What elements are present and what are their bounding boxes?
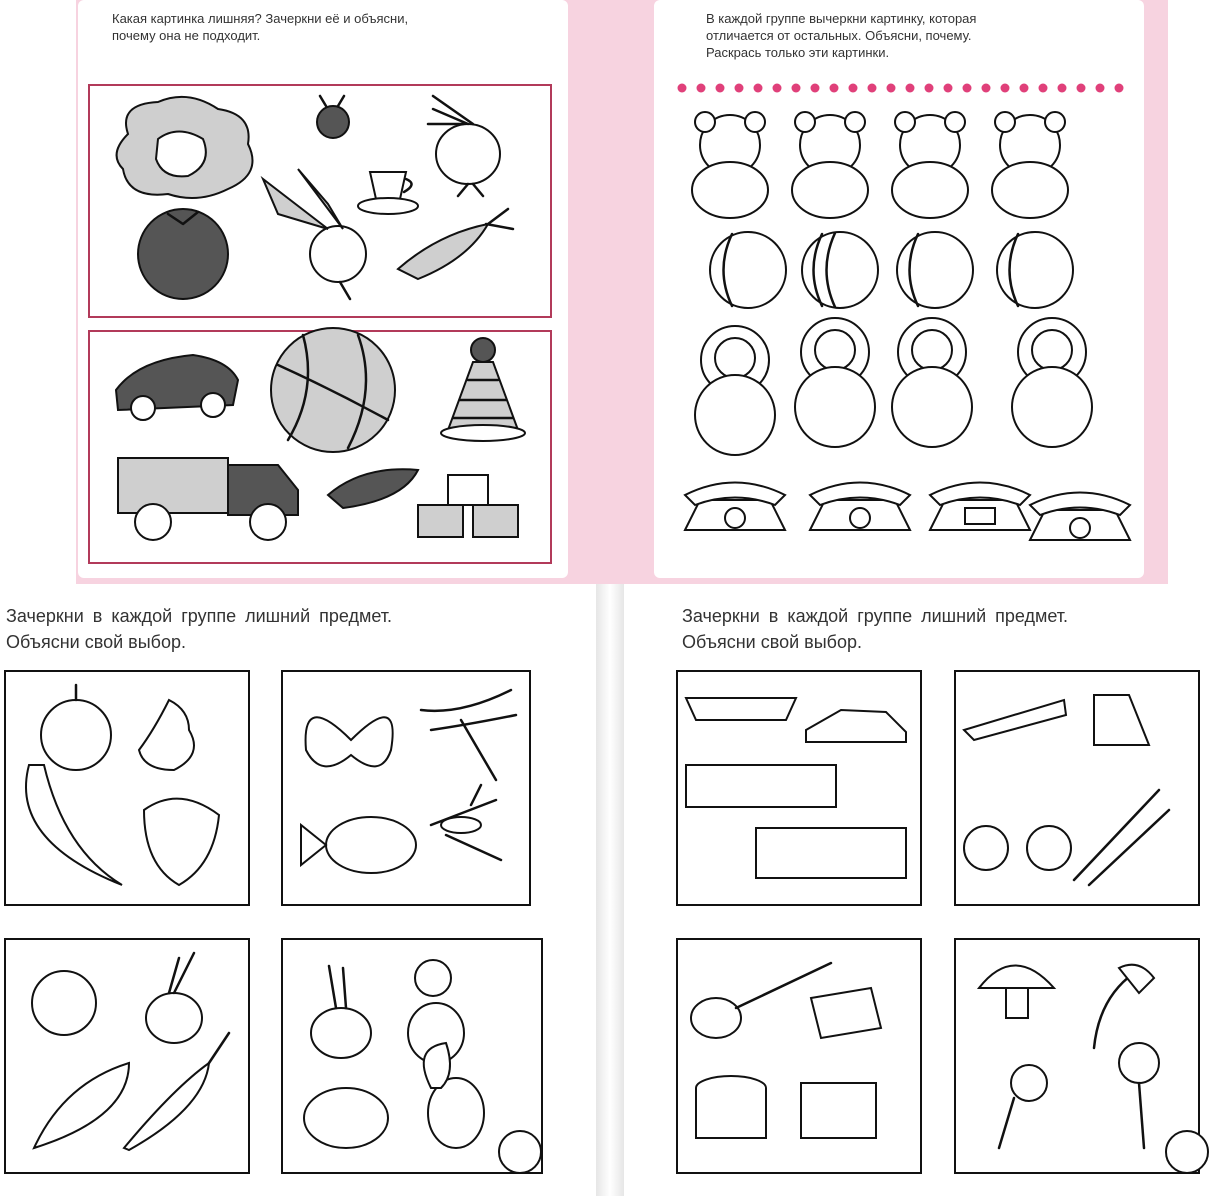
teacup-icon bbox=[358, 172, 418, 214]
teddy-bear-icon bbox=[892, 112, 968, 218]
top-right-groups-art bbox=[670, 100, 1130, 580]
dot bbox=[1077, 84, 1086, 93]
insects-fish-art bbox=[281, 670, 527, 902]
car-icon bbox=[806, 710, 906, 742]
ball-icon bbox=[997, 232, 1073, 308]
top-right-dot-row bbox=[670, 80, 1130, 100]
fruits-art bbox=[4, 670, 246, 902]
rabbit-icon bbox=[311, 966, 371, 1058]
ball-icon bbox=[710, 232, 786, 308]
tomato-icon bbox=[138, 209, 228, 299]
dot bbox=[1115, 84, 1124, 93]
trolleybus-icon bbox=[686, 765, 836, 807]
butterfly-icon bbox=[306, 717, 393, 766]
ball-icon bbox=[802, 232, 878, 308]
roly-poly-doll-icon bbox=[1012, 318, 1092, 447]
carrot-icon bbox=[398, 209, 513, 279]
roly-poly-row bbox=[695, 318, 1092, 455]
bottom-right-instruction-2: Объясни свой выбор. bbox=[682, 632, 862, 652]
dragonfly-icon bbox=[421, 690, 516, 780]
bottom-left-instruction-1: Зачеркни в каждой группе лишний предмет. bbox=[6, 606, 393, 626]
dot bbox=[1058, 84, 1067, 93]
squirrel-icon bbox=[424, 1043, 484, 1148]
teddy-bear-icon bbox=[792, 112, 868, 218]
dot bbox=[1096, 84, 1105, 93]
dot bbox=[754, 84, 763, 93]
car-icon bbox=[116, 355, 238, 420]
roly-poly-doll-icon bbox=[892, 318, 972, 447]
truck-icon bbox=[118, 458, 298, 540]
guitar-icon bbox=[691, 963, 831, 1038]
banana-icon bbox=[26, 765, 122, 885]
dot bbox=[925, 84, 934, 93]
dot bbox=[906, 84, 915, 93]
dot bbox=[716, 84, 725, 93]
plum-icon bbox=[32, 971, 96, 1035]
fish-icon bbox=[301, 817, 416, 873]
dot bbox=[982, 84, 991, 93]
onion-icon bbox=[428, 96, 500, 196]
roly-poly-doll-icon bbox=[795, 318, 875, 447]
bellflower-icon bbox=[1094, 965, 1154, 1048]
roly-poly-doll-icon bbox=[695, 326, 775, 455]
blocks-icon bbox=[418, 475, 518, 537]
telephone-icon bbox=[930, 483, 1030, 531]
top-left-instruction: Какая картинка лишняя? Зачеркни её и объясни, почему она не подходит. bbox=[112, 11, 409, 43]
pyramid-toy-icon bbox=[441, 338, 525, 441]
mushroom-icon bbox=[979, 966, 1054, 1019]
vegetables-art bbox=[4, 938, 246, 1170]
book-icon bbox=[811, 988, 881, 1038]
dot bbox=[868, 84, 877, 93]
strawberry-icon bbox=[144, 799, 219, 885]
page-corner-icon-right bbox=[1165, 1130, 1210, 1175]
telephone-icon bbox=[1030, 493, 1130, 541]
dot bbox=[830, 84, 839, 93]
boat-icon bbox=[686, 698, 796, 720]
music-art bbox=[676, 938, 918, 1170]
dot bbox=[792, 84, 801, 93]
drum-icon bbox=[696, 1076, 766, 1138]
beet-icon bbox=[263, 169, 366, 299]
ball-icon bbox=[897, 232, 973, 308]
transport-art bbox=[676, 670, 918, 902]
ball-icon bbox=[271, 328, 395, 452]
telephone-row bbox=[685, 483, 1130, 541]
flower-icon bbox=[999, 1065, 1047, 1148]
pear-icon bbox=[139, 700, 194, 770]
dot bbox=[1039, 84, 1048, 93]
bottom-right-instruction-1: Зачеркни в каждой группе лишний предмет. bbox=[682, 606, 1069, 626]
sports-art bbox=[954, 670, 1196, 902]
teddy-bear-icon bbox=[992, 112, 1068, 218]
hedgehog-icon bbox=[304, 1088, 388, 1148]
dot bbox=[1020, 84, 1029, 93]
teddy-bear-row bbox=[692, 112, 1068, 218]
cabbage-icon bbox=[117, 97, 253, 198]
dot bbox=[887, 84, 896, 93]
ice-skate-icon bbox=[1094, 695, 1149, 745]
page-corner-icon-left bbox=[498, 1130, 543, 1175]
teddy-bear-icon bbox=[692, 112, 768, 218]
grasshopper-icon bbox=[431, 785, 501, 860]
sled-icon bbox=[964, 700, 1066, 740]
dot bbox=[849, 84, 858, 93]
telephone-icon bbox=[685, 483, 785, 531]
bus-icon bbox=[756, 828, 906, 878]
nature-art bbox=[954, 938, 1196, 1170]
dot bbox=[697, 84, 706, 93]
ball-row bbox=[710, 232, 1073, 308]
dot bbox=[811, 84, 820, 93]
daisy-icon bbox=[1119, 1043, 1159, 1148]
telephone-icon bbox=[810, 483, 910, 531]
cucumber-icon bbox=[328, 469, 418, 508]
accordion-icon bbox=[801, 1083, 876, 1138]
carrot-icon bbox=[124, 1033, 229, 1150]
cucumber-icon bbox=[34, 1063, 129, 1148]
dot bbox=[735, 84, 744, 93]
dot bbox=[1001, 84, 1010, 93]
dot bbox=[963, 84, 972, 93]
dot bbox=[944, 84, 953, 93]
top-left-group-2-art bbox=[88, 330, 548, 560]
dot bbox=[678, 84, 687, 93]
apple-icon bbox=[41, 685, 111, 770]
bicycle-icon bbox=[964, 826, 1071, 870]
radish-icon bbox=[317, 96, 349, 138]
page-gutter bbox=[596, 584, 624, 1196]
dot bbox=[773, 84, 782, 93]
top-right-instruction: В каждой группе вычеркни картинку, которая отличается от остальных. Объясни, почему. Раскрась только эти картинки. bbox=[706, 11, 977, 60]
bottom-left-instruction-2: Объясни свой выбор. bbox=[6, 632, 186, 652]
top-left-group-1-art bbox=[88, 84, 548, 314]
onion-icon bbox=[146, 953, 202, 1043]
ski-icon bbox=[1074, 790, 1169, 885]
